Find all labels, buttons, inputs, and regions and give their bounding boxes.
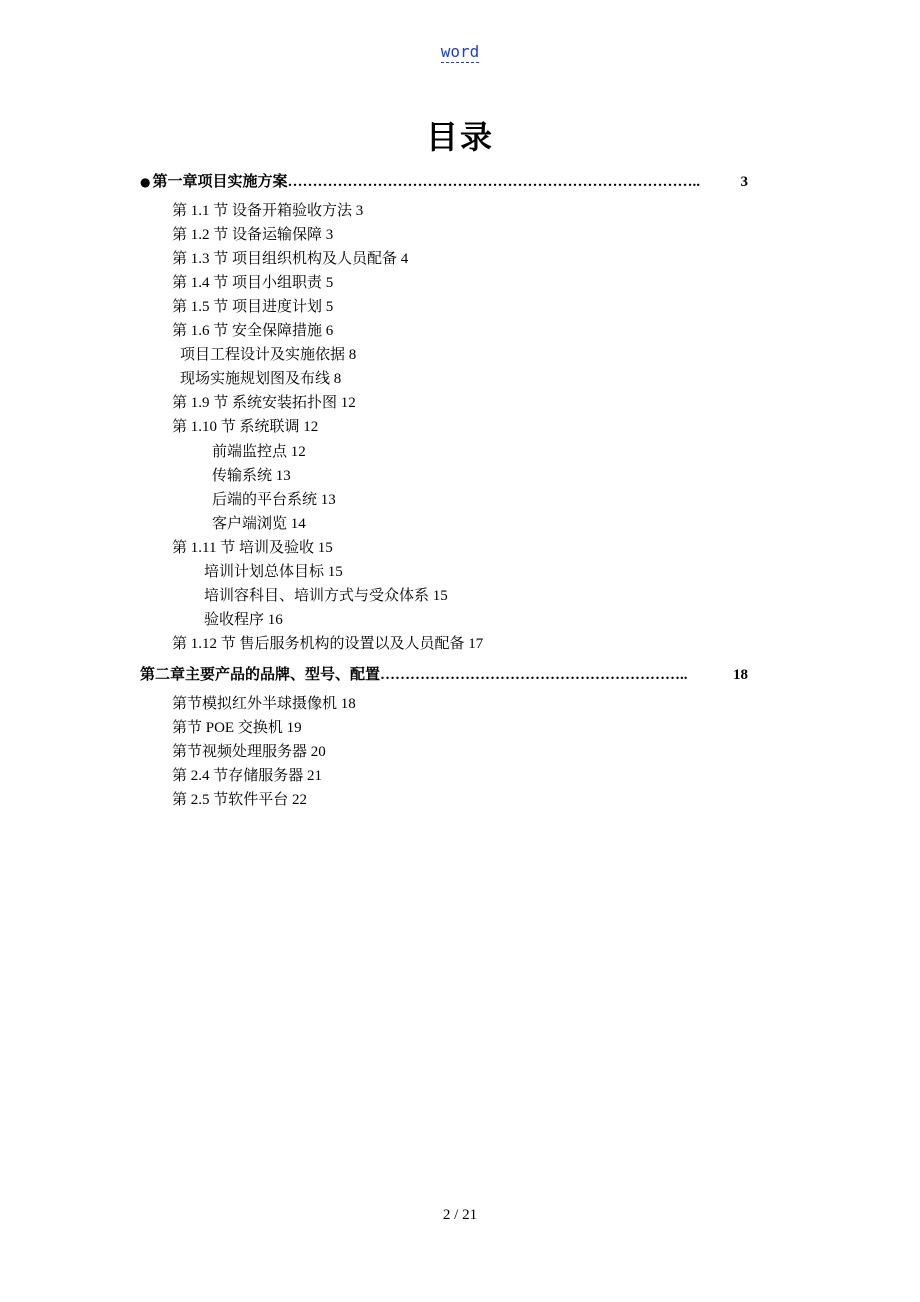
toc-title: 目录	[425, 118, 494, 156]
toc-entry[interactable]: 第 1.4 节 项目小组职责 5	[172, 275, 334, 291]
toc-entry[interactable]: 第 2.4 节存储服务器 21	[172, 768, 323, 784]
chapter-2-title: 第二章主要产品的品牌、型号、配置	[140, 667, 381, 683]
toc-entry[interactable]: 第 1.6 节 安全保障措施 6	[172, 323, 334, 339]
toc-entry[interactable]: 第 1.1 节 设备开箱验收方法 3	[172, 203, 364, 219]
toc-entry[interactable]: 第 2.5 节软件平台 22	[172, 792, 308, 808]
chapter-2-page: 18	[733, 667, 748, 683]
toc-entry[interactable]: 第 1.5 节 项目进度计划 5	[172, 299, 334, 315]
toc-entry[interactable]: 第 1.2 节 设备运输保障 3	[172, 227, 334, 243]
toc-entry[interactable]: 传输系统 13	[212, 468, 291, 484]
header-word-link[interactable]	[0, 42, 920, 61]
page-indicator: 2 / 21	[442, 1207, 478, 1223]
toc-entry[interactable]: 第 1.12 节 售后服务机构的设置以及人员配备 17	[172, 636, 484, 652]
toc-entry[interactable]: 后端的平台系统 13	[212, 492, 336, 508]
toc-entry[interactable]: 第 1.10 节 系统联调 12	[172, 419, 319, 435]
toc-chapter-1[interactable]	[140, 170, 748, 191]
toc-entry[interactable]: 第 1.3 节 项目组织机构及人员配备 4	[172, 251, 409, 267]
toc-entry[interactable]: 培训容科目、培训方式与受众体系 15	[204, 588, 448, 604]
toc-entry[interactable]: 现场实施规划图及布线 8	[180, 371, 342, 387]
chapter-1-title: 第一章项目实施方案	[152, 174, 288, 190]
toc-entry[interactable]: 客户端浏览 14	[212, 516, 306, 532]
chapter-2-leader: ……………………………………………………..	[380, 667, 688, 683]
toc-entry[interactable]: 验收程序 16	[204, 612, 283, 628]
toc-entry[interactable]: 第 1.9 节 系统安装拓扑图 12	[172, 395, 356, 411]
bullet-icon: ●	[140, 175, 151, 189]
toc-entry[interactable]: 项目工程设计及实施依据 8	[180, 347, 357, 363]
chapter-1-leader: ………………………………………………………………………..	[287, 174, 700, 190]
toc-entry[interactable]: 第 1.11 节 培训及验收 15	[172, 540, 333, 556]
toc-entry[interactable]: 第节视频处理服务器 20	[172, 744, 326, 760]
toc-entry[interactable]: 第节 POE 交换机 19	[172, 720, 302, 736]
toc-entry[interactable]: 培训计划总体目标 15	[204, 564, 343, 580]
header-link-text[interactable]: word	[440, 42, 480, 61]
chapter-1-page: 3	[740, 174, 748, 190]
toc-entry[interactable]: 第节模拟红外半球摄像机 18	[172, 696, 356, 712]
toc-chapter-2[interactable]	[140, 663, 748, 684]
toc-entry[interactable]: 前端监控点 12	[212, 444, 306, 460]
